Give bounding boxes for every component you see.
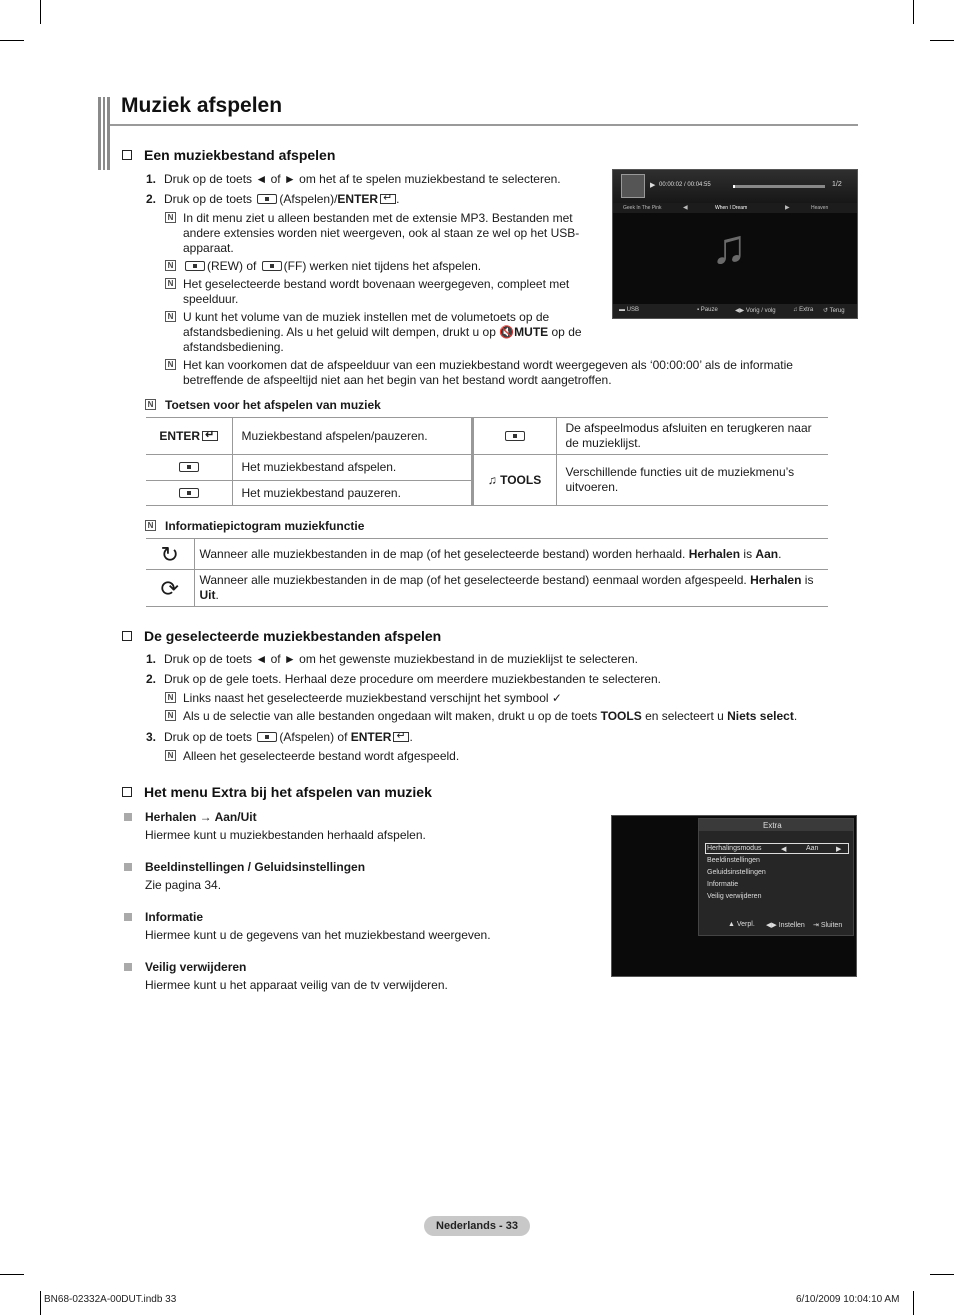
note-icon: N: [165, 311, 176, 322]
menu-row: Veilig verwijderen: [707, 893, 762, 900]
page-title: Muziek afspelen: [121, 94, 283, 117]
checkmark-icon: ✓: [551, 691, 562, 705]
crop-mark: [913, 1291, 914, 1315]
repeat-on-icon: ↻: [146, 539, 194, 570]
left-arrow-icon: ◀: [781, 846, 787, 853]
menu-row-repeat: Herhalingsmodus: [707, 845, 762, 852]
mute-icon: 🔇: [499, 325, 515, 339]
stop-key-icon: [505, 431, 525, 441]
move-hint: ▲ Verpl.: [728, 921, 755, 928]
square-bullet-icon: [124, 963, 132, 971]
crop-mark: [913, 0, 914, 24]
note-icon: N: [165, 710, 176, 721]
enter-key-cell: ENTER↵: [146, 418, 232, 455]
play-key-icon: [257, 732, 277, 742]
repeat-off-icon: ⟳: [146, 570, 194, 607]
menu-row-value: Aan: [806, 845, 819, 852]
extra-menu-screen: [611, 815, 857, 977]
album-art-icon: [621, 174, 645, 198]
left-arrow-icon: ◀: [683, 205, 688, 211]
note-icon: N: [145, 399, 156, 410]
extra-panel: [698, 818, 854, 936]
title-decoration: [98, 97, 110, 170]
footer-timestamp: 6/10/2009 10:04:10 AM: [796, 1294, 900, 1305]
play-icon: ▶: [650, 182, 656, 189]
usb-device: ▬ USB: [619, 307, 640, 313]
icon-desc: Wanneer alle muziekbestanden in de map (of het geselecteerde bestand) eenmaal worden afgespeeld. Herhalen is Uit.: [194, 570, 828, 607]
key-desc: De afspeelmodus afsluiten en terugkeren naar de muzieklijst.: [556, 418, 828, 455]
right-arrow-icon: ▶: [836, 846, 842, 853]
crop-mark: [930, 1274, 954, 1275]
crop-mark: [930, 40, 954, 41]
player-bottom-bar: [613, 304, 857, 318]
footer-file: BN68-02332A-00DUT.indb 33: [44, 1294, 177, 1305]
square-bullet-icon: [124, 913, 132, 921]
play-key-cell: [146, 455, 232, 481]
key-desc: Muziekbestand afspelen/pauzeren.: [232, 418, 472, 455]
stop-key-cell: [472, 418, 556, 455]
crop-mark: [0, 1274, 24, 1275]
track-nav-row: [613, 203, 857, 213]
keys-table: [146, 417, 828, 506]
note-icon: N: [165, 278, 176, 289]
menu-row: Geluidsinstellingen: [707, 869, 766, 876]
section-heading-play-file: Een muziekbestand afspelen: [122, 147, 335, 163]
icon-desc: Wanneer alle muziekbestanden in de map (of het geselecteerde bestand) worden herhaald. Herhalen is Aan.: [194, 539, 828, 570]
enter-key-icon: [202, 431, 218, 441]
progress-bar: [733, 185, 825, 188]
menu-row: Informatie: [707, 881, 739, 888]
prev-next-hint: ◀▶ Vorig / volg: [735, 308, 776, 314]
panel-title: Extra: [763, 821, 782, 830]
note-icon: N: [165, 260, 176, 271]
close-hint: ⇥ Sluiten: [813, 922, 843, 929]
checkbox-bullet-icon: [122, 631, 132, 641]
extra-hint: ♫ Extra: [793, 307, 814, 313]
tools-key-cell: ♫ TOOLS: [472, 455, 556, 506]
ff-key-icon: [262, 261, 282, 271]
right-arrow-icon: ▶: [785, 205, 790, 211]
checkbox-bullet-icon: [122, 150, 132, 160]
note-icon: N: [145, 520, 156, 531]
crop-mark: [0, 40, 24, 41]
rew-key-icon: [185, 261, 205, 271]
note-icon: N: [165, 359, 176, 370]
crop-mark: [40, 1291, 41, 1315]
note-icon: N: [165, 692, 176, 703]
back-hint: ↺ Terug: [823, 308, 845, 314]
crop-mark: [40, 0, 41, 24]
play-key-icon: [257, 194, 277, 204]
icons-table: [146, 538, 828, 607]
prev-track: Geek In The Pink: [623, 205, 662, 211]
menu-row: Beeldinstellingen: [707, 857, 760, 864]
checkbox-bullet-icon: [122, 787, 132, 797]
music-player-screen: [612, 169, 858, 319]
square-bullet-icon: [124, 863, 132, 871]
pause-key-icon: [179, 488, 199, 498]
enter-key-icon: [380, 194, 396, 204]
play-time: 00:00:02 / 00:04:55: [659, 182, 711, 188]
next-track: Heaven: [811, 205, 829, 211]
note-icon: N: [165, 212, 176, 223]
music-note-icon: ♫: [711, 221, 747, 274]
page-number-badge: Nederlands - 33: [424, 1216, 530, 1236]
note-icon: N: [165, 750, 176, 761]
key-desc: Verschillende functies uit de muziekmenu’s uitvoeren.: [556, 455, 828, 506]
section-heading-extra-menu: Het menu Extra bij het afspelen van muziek: [122, 784, 432, 800]
key-desc: Het muziekbestand pauzeren.: [232, 481, 472, 506]
play-key-icon: [179, 462, 199, 472]
enter-key-icon: [393, 732, 409, 742]
section-heading-play-selected: De geselecteerde muziekbestanden afspelen: [122, 628, 441, 644]
player-top-bar: [613, 170, 857, 203]
tools-icon: ♫: [487, 472, 501, 487]
pause-key-cell: [146, 481, 232, 506]
square-bullet-icon: [124, 813, 132, 821]
title-divider: [110, 124, 858, 126]
pause-hint: ▪ Pauze: [697, 307, 718, 313]
page-indicator: 1/2: [832, 181, 842, 188]
current-track: When I Dream: [715, 205, 748, 211]
set-hint: ◀▶ Instellen: [766, 922, 805, 929]
progress-fill: [733, 185, 735, 188]
key-desc: Het muziekbestand afspelen.: [232, 455, 472, 481]
